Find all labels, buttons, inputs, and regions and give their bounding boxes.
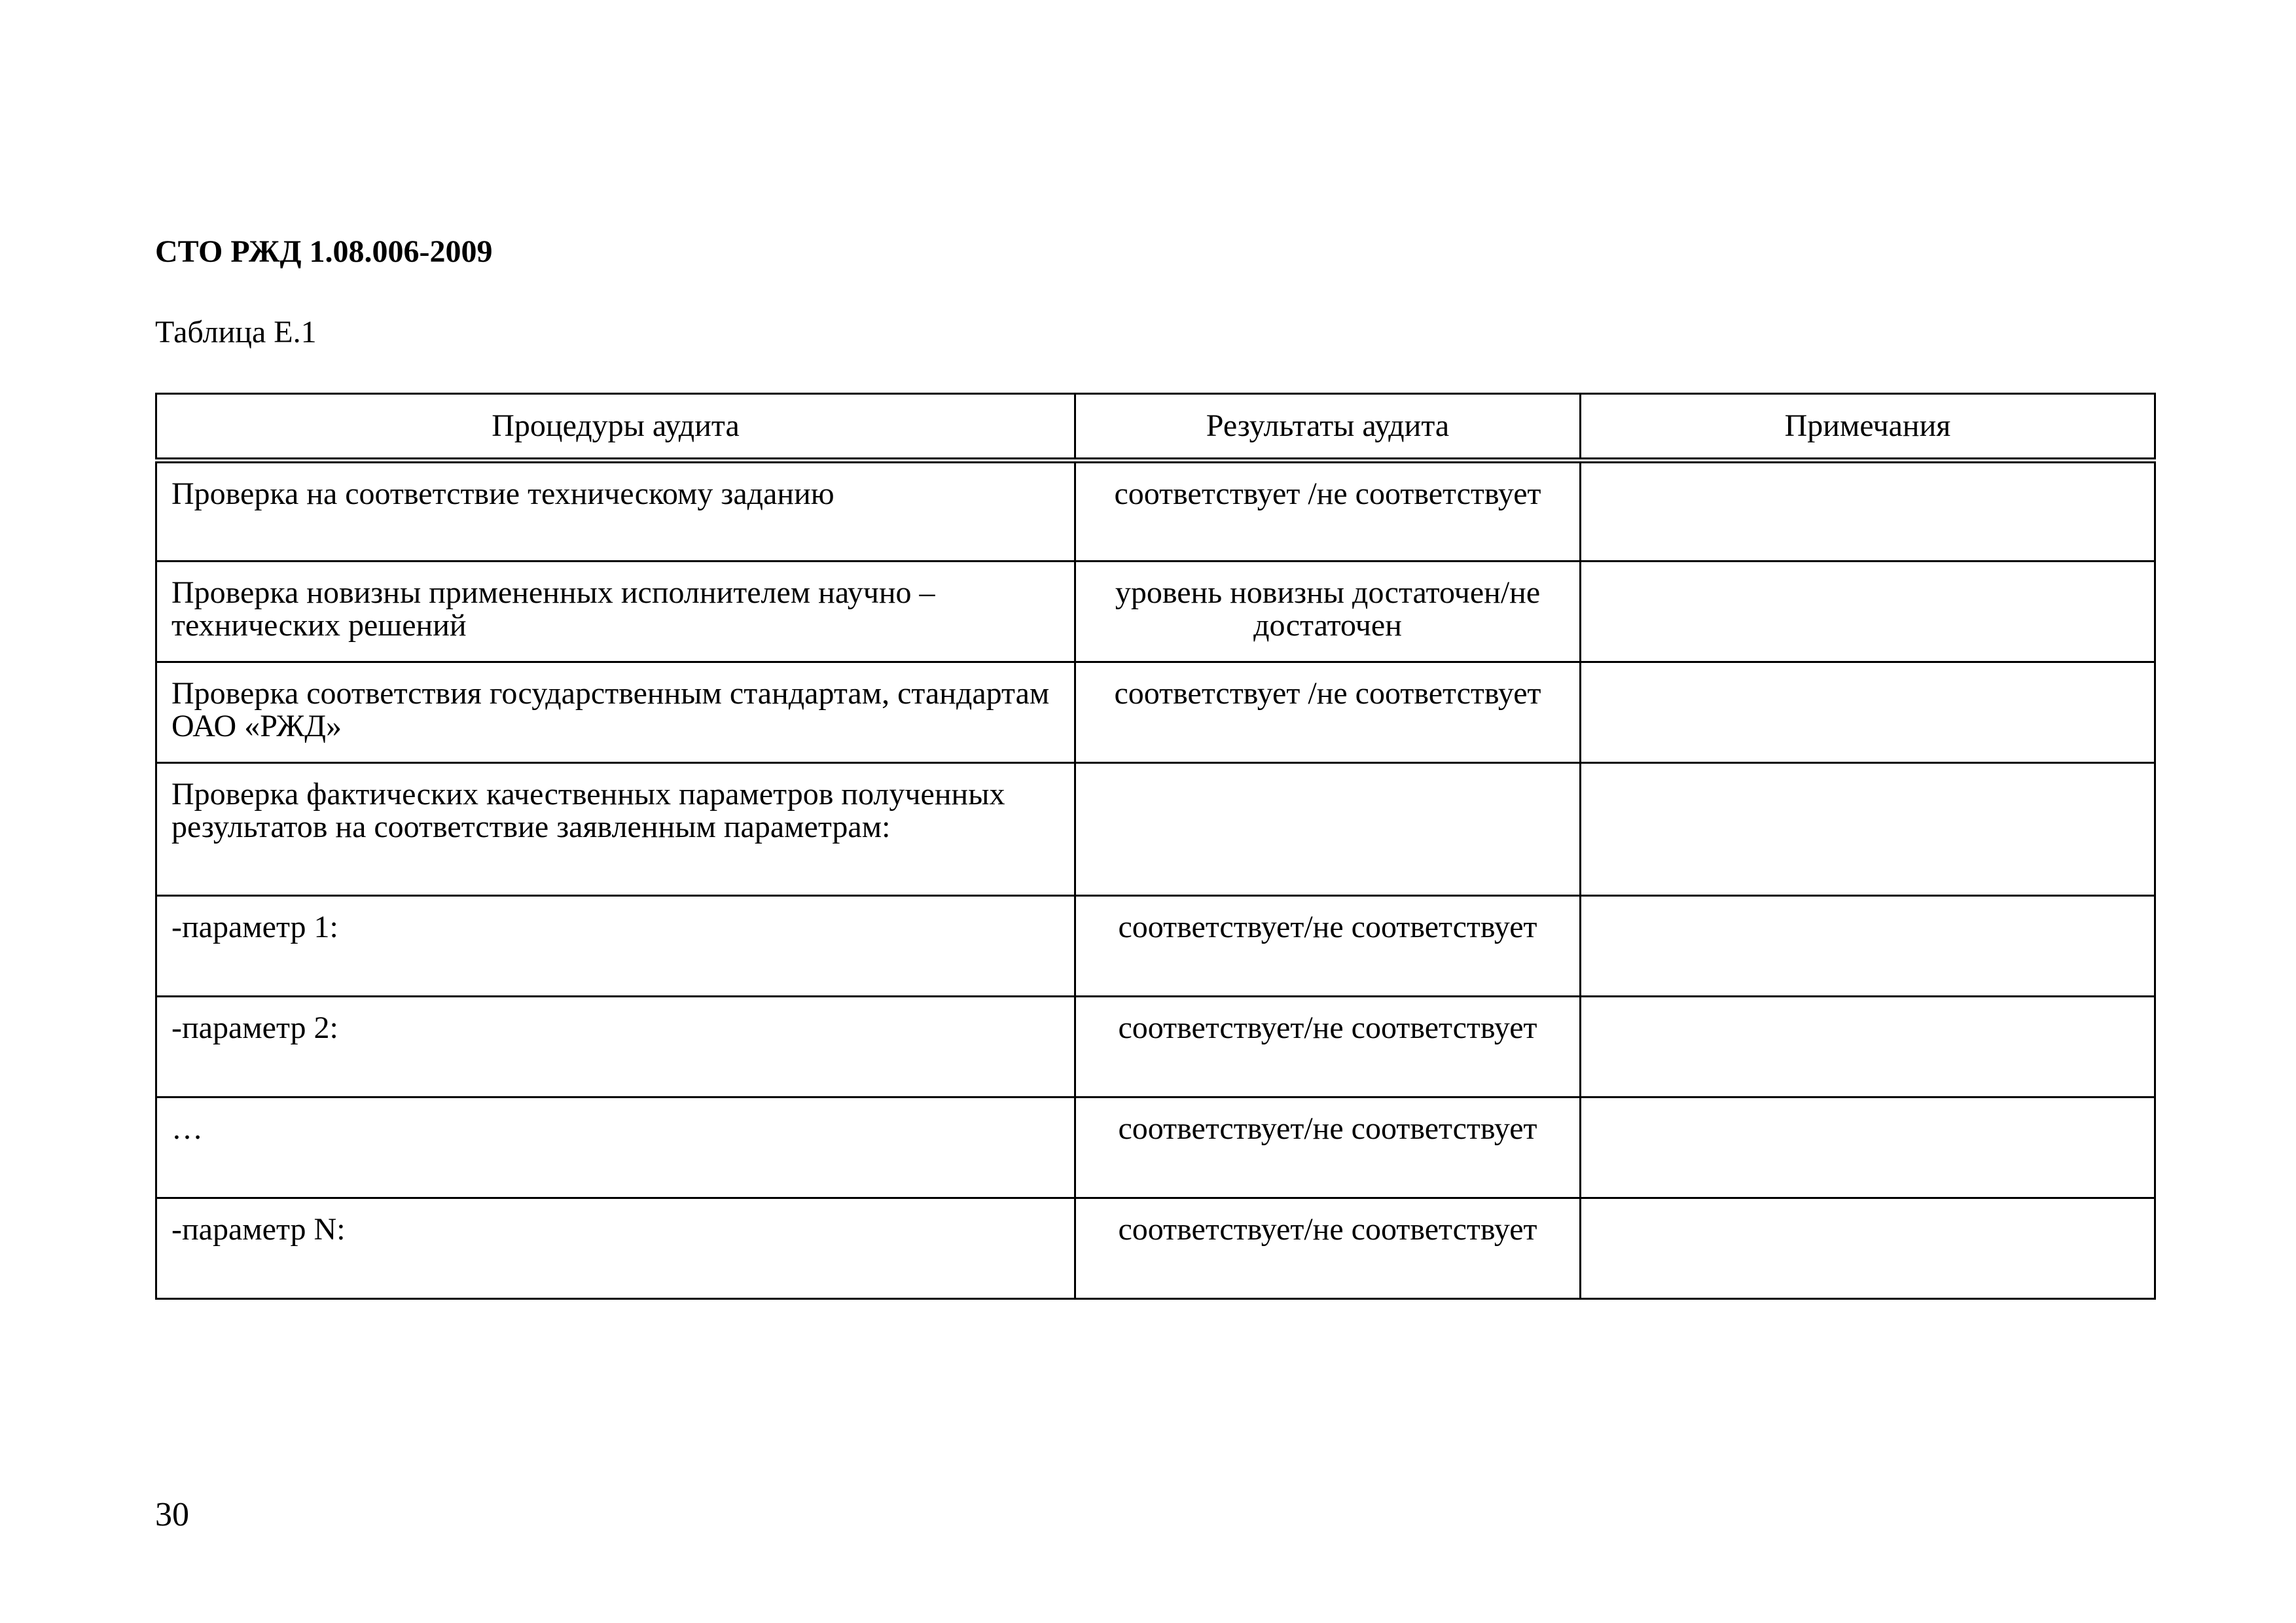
result-cell: соответствует /не соответствует [1075,461,1581,562]
note-cell [1581,1097,2155,1198]
column-header-procedures: Процедуры аудита [156,394,1075,461]
procedure-cell: -параметр 1: [156,896,1075,997]
document-code: СТО РЖД 1.08.006-2009 [155,234,493,269]
note-cell [1581,896,2155,997]
audit-table [155,393,2156,1300]
page-number: 30 [155,1496,189,1533]
table-row [156,997,2155,1097]
result-cell: соответствует/не соответствует [1075,997,1581,1097]
result-cell: соответствует/не соответствует [1075,1198,1581,1299]
result-cell: соответствует/не соответствует [1075,1097,1581,1198]
column-header-results: Результаты аудита [1075,394,1581,461]
procedure-cell: -параметр 2: [156,997,1075,1097]
table-caption: Таблица Е.1 [155,315,317,349]
procedure-cell: -параметр N: [156,1198,1075,1299]
table-row [156,896,2155,997]
result-cell: уровень новизны достаточен/не достаточен [1075,562,1581,662]
note-cell [1581,763,2155,896]
column-header-notes: Примечания [1581,394,2155,461]
table-row [156,1097,2155,1198]
table-header-row [156,394,2155,461]
table-row [156,461,2155,562]
note-cell [1581,562,2155,662]
procedure-cell: Проверка новизны примененных исполнителем научно – технических решений [156,562,1075,662]
note-cell [1581,997,2155,1097]
procedure-cell: Проверка фактических качественных параметров полученных результатов на соответствие заявленным параметрам: [156,763,1075,896]
procedure-cell: Проверка на соответствие техническому заданию [156,461,1075,562]
table-row [156,1198,2155,1299]
table-row [156,763,2155,896]
result-cell: соответствует/не соответствует [1075,896,1581,997]
result-cell [1075,763,1581,896]
note-cell [1581,461,2155,562]
table-row [156,562,2155,662]
procedure-cell: … [156,1097,1075,1198]
procedure-cell: Проверка соответствия государственным стандартам, стандартам ОАО «РЖД» [156,662,1075,763]
note-cell [1581,662,2155,763]
note-cell [1581,1198,2155,1299]
table-row [156,662,2155,763]
result-cell: соответствует /не соответствует [1075,662,1581,763]
